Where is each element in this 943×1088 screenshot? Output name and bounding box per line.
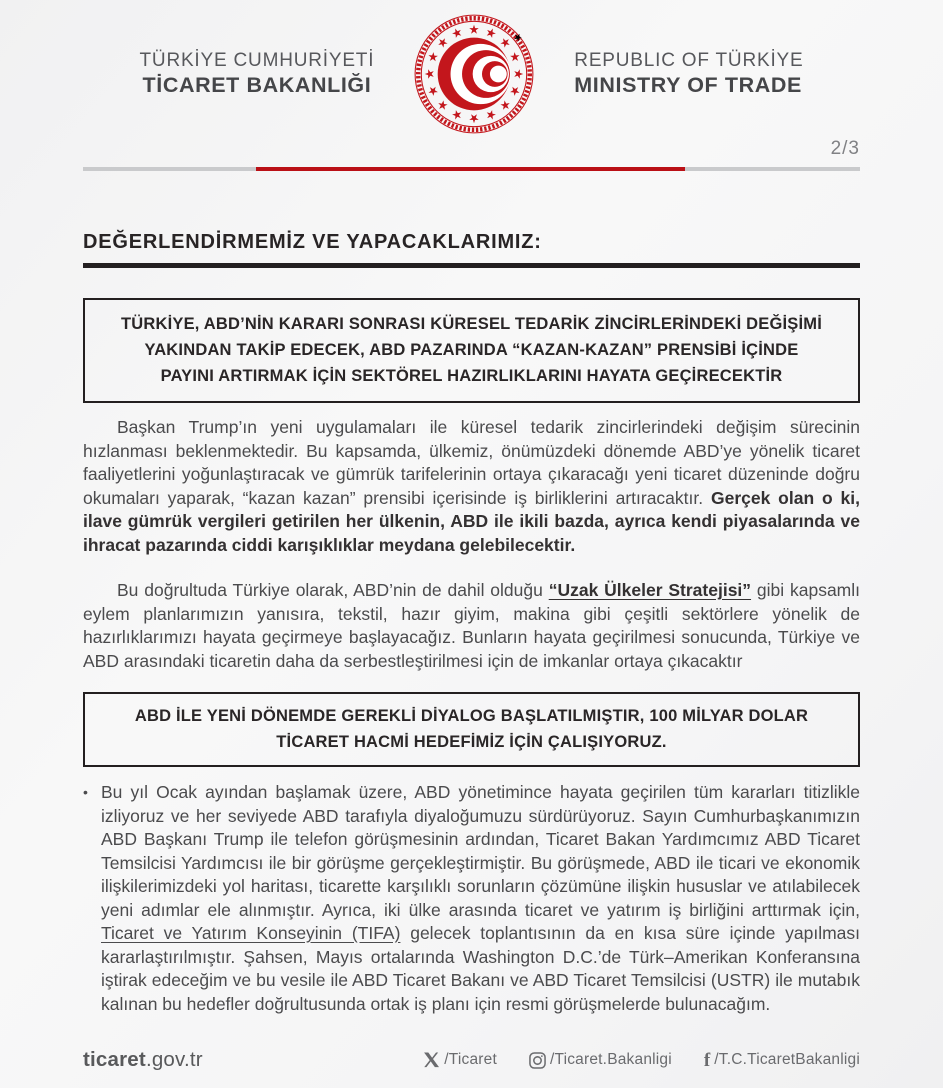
x-icon bbox=[423, 1052, 440, 1068]
facebook-icon: f bbox=[703, 1049, 711, 1071]
headline-box-1-line2: YAKINDAN TAKİP EDECEK, ABD PAZARINDA “KAZAN-KAZAN” PRENSİBİ İÇİNDE bbox=[144, 341, 799, 359]
content bbox=[83, 231, 860, 1016]
social-handle-facebook: /T.C.TicaretBakanligi bbox=[714, 1051, 860, 1068]
progress-bar-fill bbox=[256, 167, 685, 171]
headline-box-1 bbox=[83, 298, 860, 403]
ministry-of-trade-emblem-icon bbox=[412, 12, 536, 136]
social-link-x[interactable] bbox=[423, 1051, 497, 1069]
social-handle-x: /Ticaret bbox=[444, 1051, 497, 1068]
website-link[interactable] bbox=[83, 1048, 203, 1072]
website-link-bold: ticaret bbox=[83, 1048, 146, 1071]
headline-box-2 bbox=[83, 692, 860, 767]
bullet-marker: • bbox=[83, 784, 88, 800]
header bbox=[0, 0, 943, 136]
website-link-rest: .gov.tr bbox=[145, 1048, 203, 1071]
crescent-spiral bbox=[438, 32, 523, 110]
headline-box-2-line1: ABD İLE YENİ DÖNEMDE GEREKLİ DİYALOG BAŞLATILMIŞTIR, 100 MİLYAR DOLAR bbox=[134, 707, 809, 725]
section-heading: DEĞERLENDİRMEMİZ VE YAPACAKLARIMIZ: bbox=[83, 231, 542, 253]
headline-box-1-line3: PAYINI ARTIRMAK İÇİN SEKTÖREL HAZIRLIKLARINI HAYATA GEÇİRECEKTİR bbox=[160, 367, 783, 385]
header-turkish-line2: TİCARET BAKANLIĞI bbox=[142, 73, 372, 98]
social-link-instagram[interactable] bbox=[529, 1051, 672, 1069]
header-english-line2: MINISTRY OF TRADE bbox=[574, 73, 802, 98]
social-link-facebook[interactable] bbox=[704, 1051, 860, 1070]
paragraph-2: Bu doğrultuda Türkiye olarak, ABD’nin de dahil olduğu “Uzak Ülkeler Stratejisi” gibi kapsamlı eylem planlarımızın yanısıra, tekstil, hazır giyim, makina gibi çeşitli sektörlere yönelik de hazırlıklarımızı hayata geçirmeye başlayacağız. Bunların hayata geçirilmesi sonucunda, Türkiye ve ABD arasındaki ticaretin daha da serbestleştirilmesi için de imkanlar ortaya çıkacaktır bbox=[83, 580, 861, 671]
social-handle-instagram: /Ticaret.Bakanligi bbox=[549, 1051, 672, 1068]
footer bbox=[83, 1048, 860, 1072]
instagram-icon bbox=[529, 1052, 546, 1069]
header-title-turkish bbox=[140, 49, 375, 100]
bullet-paragraph: Bu yıl Ocak ayından başlamak üzere, ABD yönetimince hayata geçirilen tüm kararları titizlikle izliyoruz ve her seviyede ABD tarafıyla diyaloğumuzu sürdürüyoruz. Sayın Cumhurbaşkanımızın ABD Başkanı Trump ile telefon görüşmesinin ardından, Ticaret Bakan Yardımcımız ABD Ticaret Temsilcisi Yardımcısı ile bir görüşme gerçekleştirmiştir. Bu görüşmede, ABD ile ticari ve ekonomik ilişkilerimizdeki yol haritası, ticarette karşılıklı sorunların çözümüne ilişkin hususlar ve atılabilecek yeni adımlar ele alınmıştır. Ayrıca, iki ülke arasında ticaret ve yatırım iş birliğini arttırmak için, Ticaret ve Yatırım Konseyinin (TIFA) gelecek toplantısının da en kısa süre içinde yapılması kararlaştırılmıştır. Şahsen, Mayıs ortalarında Washington D.C.’de Türk–Amerikan Konferansına iştirak edeceğim ve bu vesile ile ABD Ticaret Bakanı ve ABD Ticaret Temsilcisi (USTR) ile mutabık kalınan bu hedefler doğrultusunda ortak iş planı için resmi görüşmelerde bulunacağım. bbox=[101, 782, 860, 1014]
paragraph-1: Başkan Trump’ın yeni uygulamaları ile küresel tedarik zincirlerindeki değişim sürecinin hızlanması beklenmektedir. Bu kapsamda, ülkemiz, önümüzdeki dönemde ABD’ye yönelik ticaret faaliyetlerini yoğunlaştıracak ve gümrük tarifelerinin ortaya çıkaracağı yeni ticaret düzeninde doğru okumaları yaparak, “kazan kazan” prensibi içerisinde iş birliklerini artıracaktır. Gerçek olan o ki, ilave gümrük vergileri getirilen her ülkenin, ABD ile ikili bazda, ayrıca kendi piyasalarında ve ihracat pazarında ciddi karışıklıklar meydana gelebilecektir. bbox=[83, 417, 860, 555]
social-links bbox=[423, 1051, 860, 1070]
heading-rule bbox=[83, 263, 860, 268]
header-english-line1: REPUBLIC OF TÜRKİYE bbox=[574, 49, 804, 71]
headline-box-2-line2: TİCARET HACMİ HEDEFİMİZ İÇİN ÇALIŞIYORUZ. bbox=[276, 733, 667, 751]
progress-bar bbox=[83, 167, 860, 171]
header-title-english bbox=[574, 49, 803, 100]
page-number: 2/3 bbox=[830, 138, 860, 159]
header-turkish-line1: TÜRKİYE CUMHURİYETİ bbox=[139, 49, 375, 71]
bullet-item bbox=[83, 781, 860, 1016]
headline-box-1-line1: TÜRKİYE, ABD’NİN KARARI SONRASI KÜRESEL TEDARİK ZİNCİRLERİNDEKİ DEĞİŞİMİ bbox=[120, 315, 823, 333]
